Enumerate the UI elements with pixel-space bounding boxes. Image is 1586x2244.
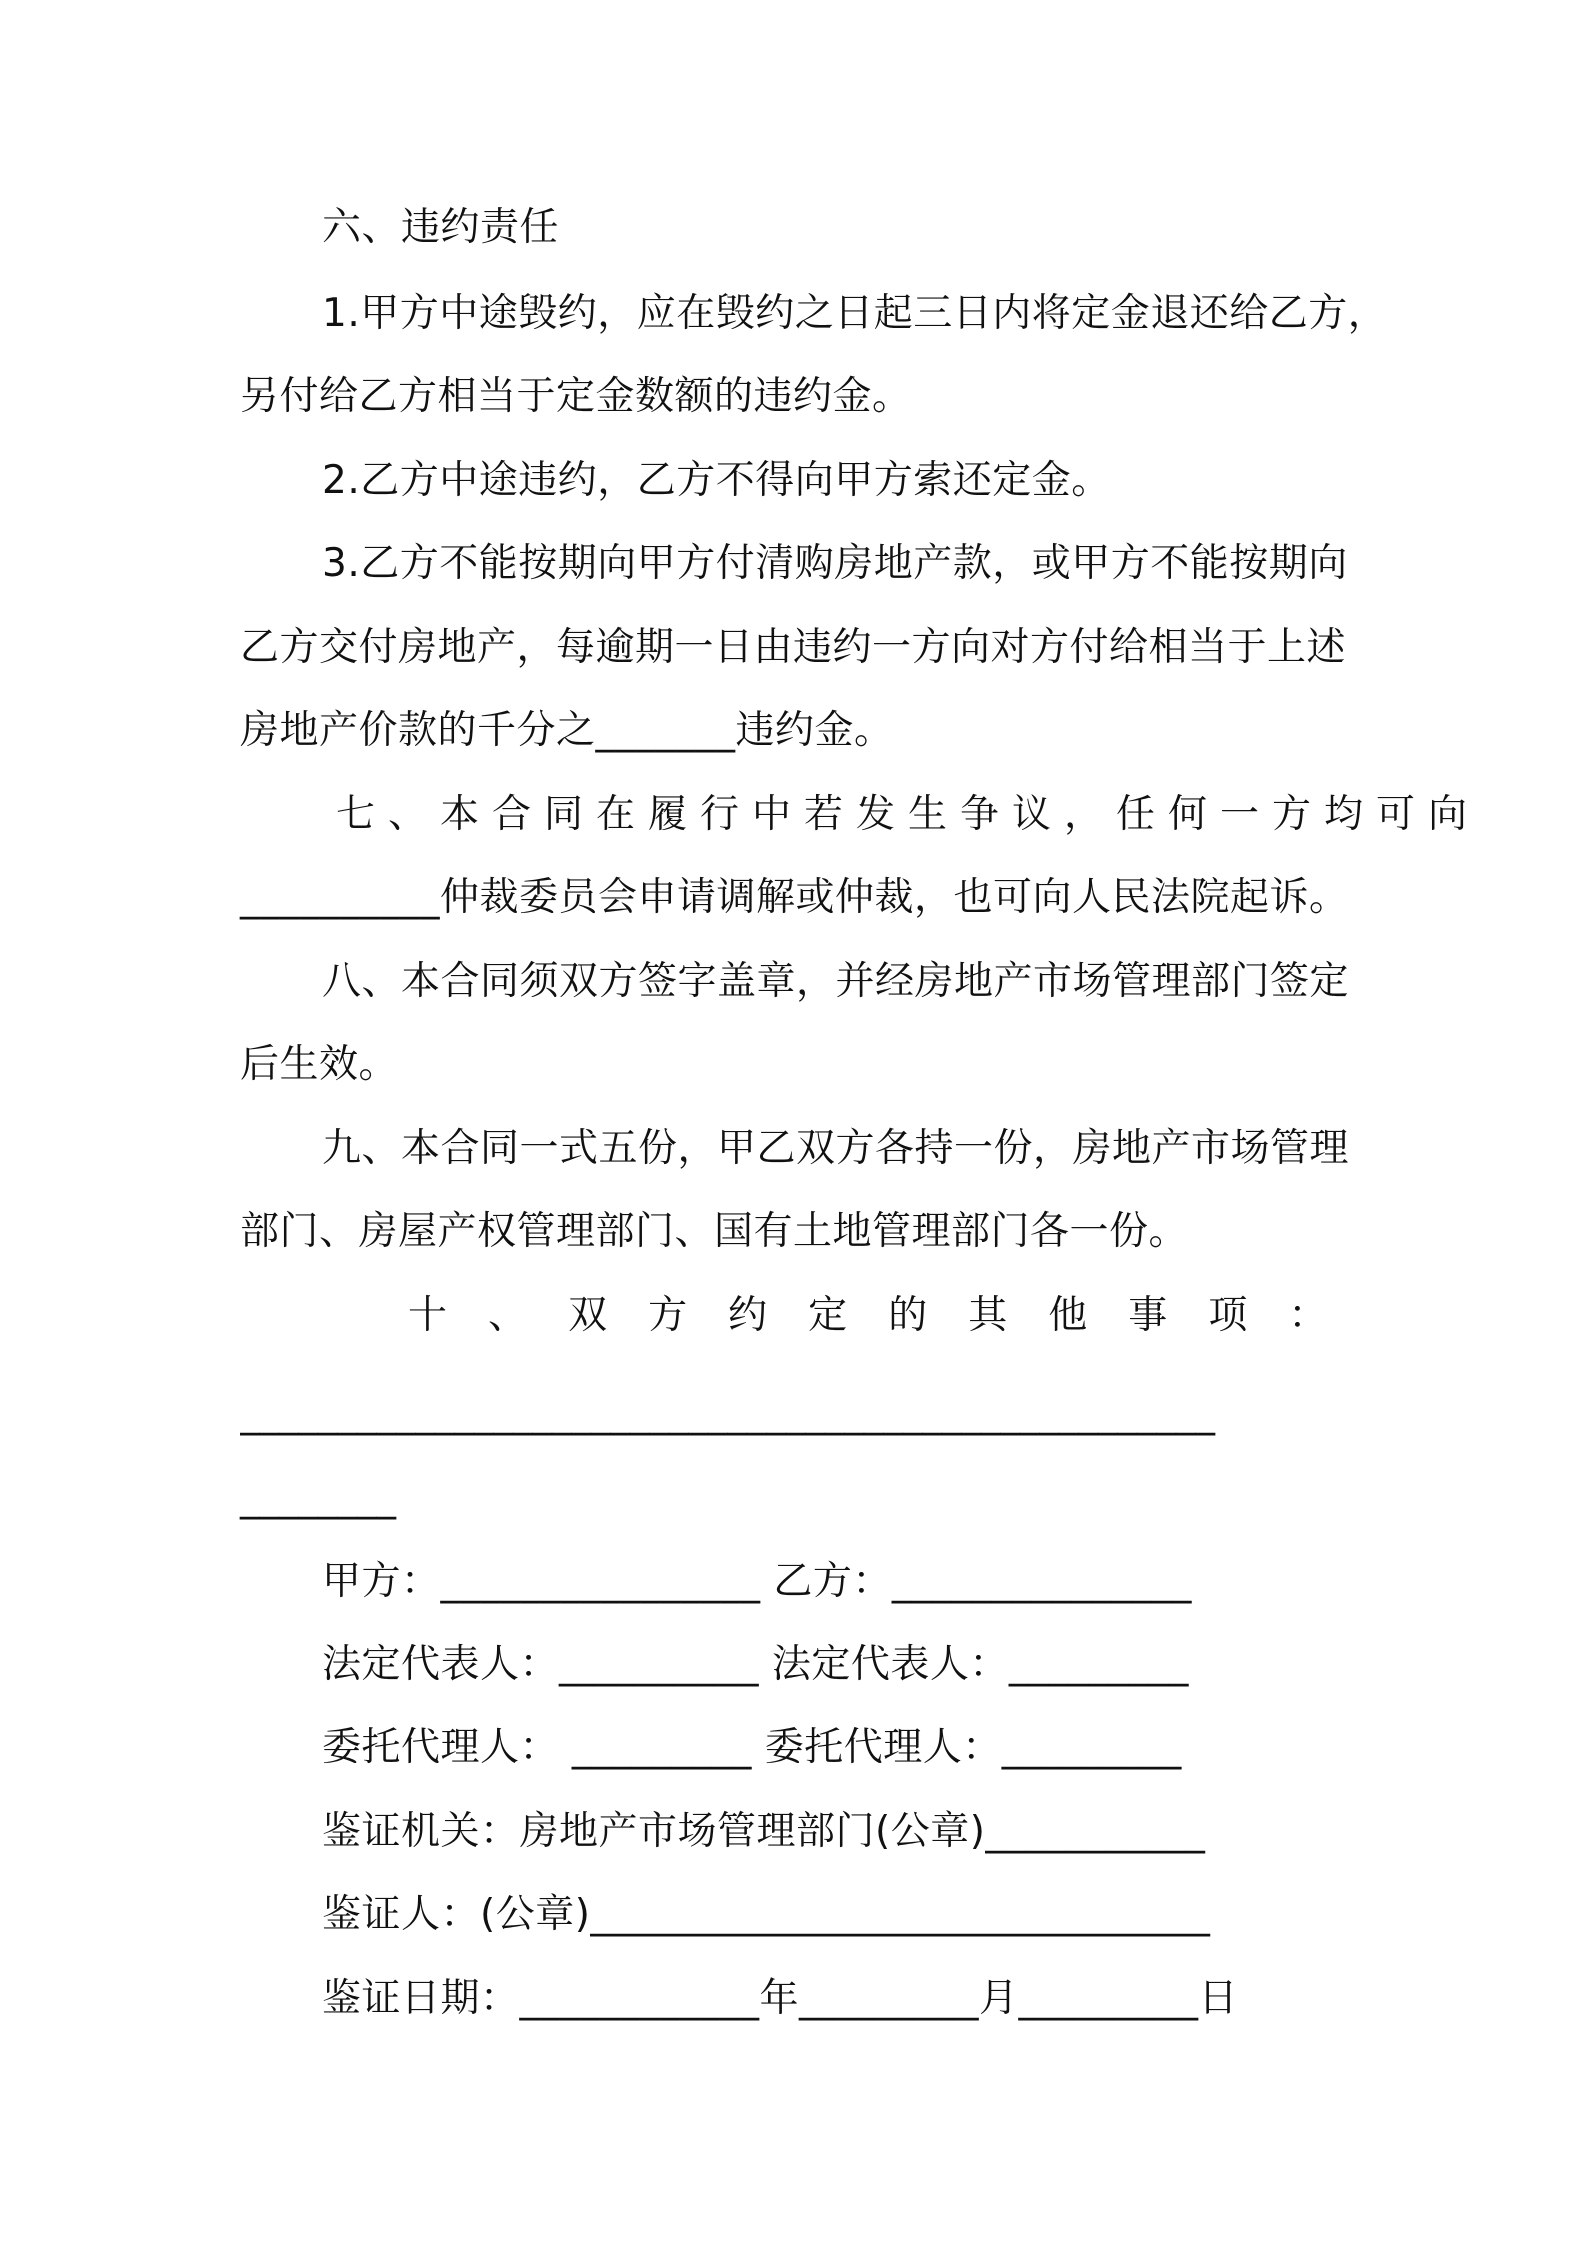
- heading10-char: ：: [1288, 1293, 1328, 1338]
- signature-party-a-b: 甲方：________________ 乙方：_______________: [322, 1559, 1192, 1604]
- clause-6-2: 2.乙方中途违约，乙方不得向甲方索还定金。: [322, 458, 1111, 503]
- heading10-char: 十: [408, 1293, 448, 1338]
- section-6-heading: 六、违约责任: [322, 205, 560, 250]
- section-9-line-2: 部门、房屋产权管理部门、国有土地管理部门各一份。: [240, 1209, 1189, 1254]
- clause-6-1-line-2: 另付给乙方相当于定金数额的违约金。: [240, 374, 912, 419]
- certifier: 鉴证人：(公章)_______________________________: [322, 1892, 1211, 1937]
- clause-6-3-line-1: 3.乙方不能按期向甲方付清购房地产款，或甲方不能按期向: [322, 541, 1348, 586]
- clause-6-3-line-3: 房地产价款的千分之_______违约金。: [240, 708, 894, 753]
- section-10-heading: [408, 1290, 1328, 1342]
- clause-6-1-line-1: 1.甲方中途毁约，应在毁约之日起三日内将定金退还给乙方，: [322, 291, 1388, 336]
- blank-line-long: __________________________________________________: [240, 1391, 1215, 1436]
- certification-date: 鉴证日期：____________年_________月_________日: [322, 1976, 1239, 2021]
- clause-6-3-line-2: 乙方交付房地产，每逾期一日由违约一方向对方付给相当于上述: [240, 625, 1347, 670]
- section-7-line-2: __________仲裁委员会申请调解或仲裁，也可向人民法院起诉。: [240, 875, 1349, 920]
- signature-agent: 委托代理人： _________ 委托代理人：_________: [322, 1725, 1182, 1770]
- heading10-char: 定: [808, 1293, 848, 1338]
- heading10-char: 项: [1208, 1293, 1248, 1338]
- blank-line-short: ________: [240, 1475, 396, 1520]
- heading10-char: 方: [648, 1293, 688, 1338]
- signature-legal-rep: 法定代表人：__________ 法定代表人：_________: [322, 1642, 1189, 1687]
- section-9-line-1: 九、本合同一式五份，甲乙双方各持一份，房地产市场管理: [322, 1126, 1350, 1171]
- heading10-char: 、: [488, 1293, 528, 1338]
- heading10-char: 他: [1048, 1293, 1088, 1338]
- heading10-char: 约: [728, 1293, 768, 1338]
- section-8-line-1: 八、本合同须双方签字盖章，并经房地产市场管理部门签定: [322, 959, 1350, 1004]
- heading10-char: 双: [568, 1293, 608, 1338]
- heading10-char: 事: [1128, 1293, 1168, 1338]
- section-7-line-1: 七、本合同在履行中若发生争议，任何一方均可向: [336, 792, 1481, 837]
- heading10-char: 的: [888, 1293, 928, 1338]
- section-8-line-2: 后生效。: [240, 1042, 399, 1087]
- certifying-authority: 鉴证机关：房地产市场管理部门(公章)___________: [322, 1809, 1206, 1854]
- heading10-char: 其: [968, 1293, 1008, 1338]
